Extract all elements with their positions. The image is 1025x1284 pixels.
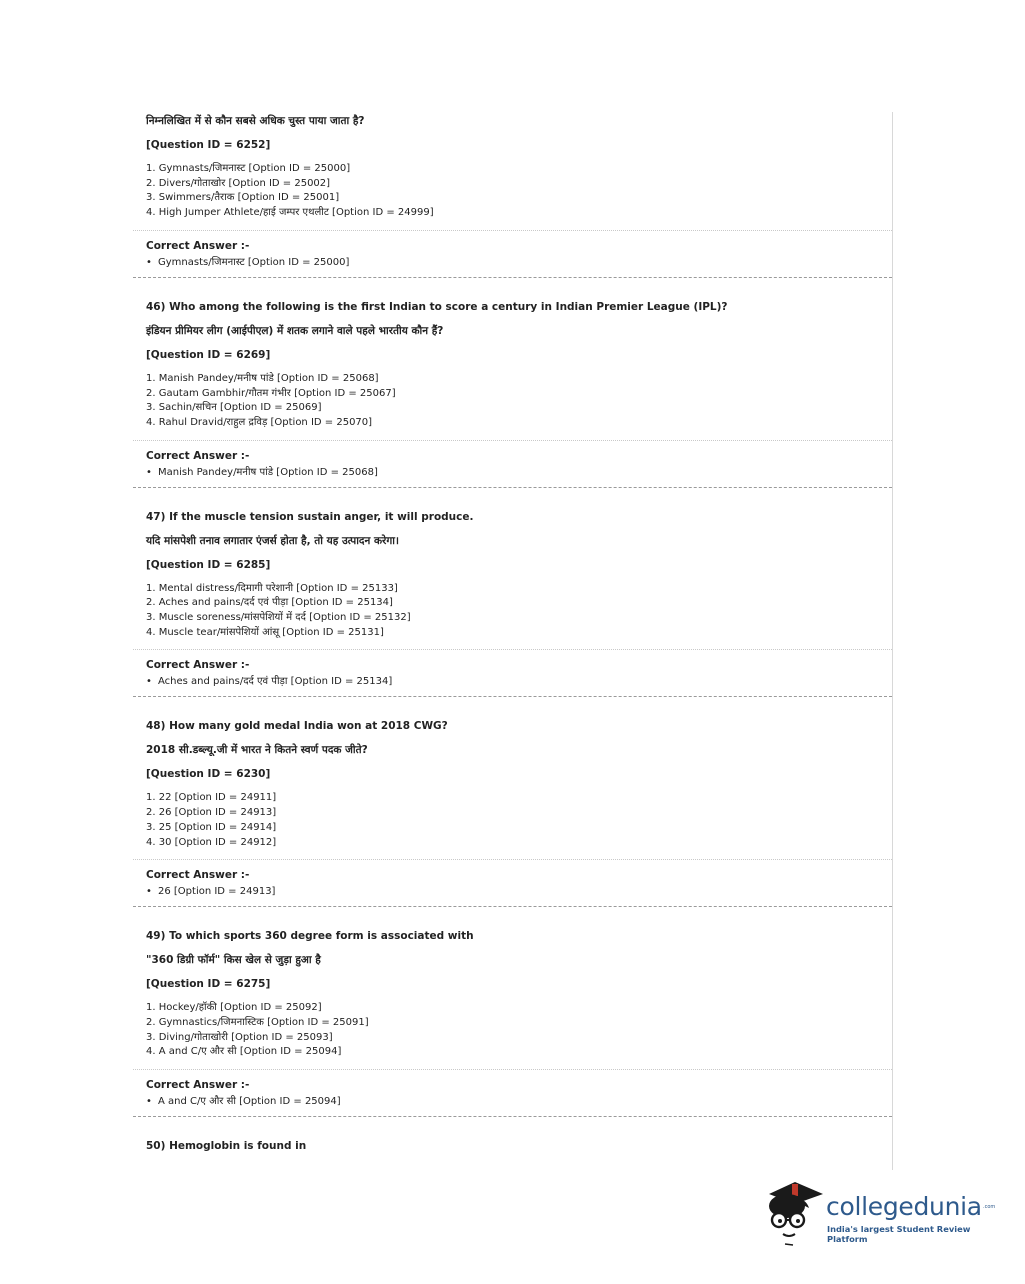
- divider: [133, 1069, 892, 1070]
- question-title: 49) To which sports 360 degree form is associated with: [146, 930, 474, 943]
- question-hindi: यदि मांसपेशी तनाव लगातार एंजर्स होता है, तो यह उत्पादन करेगा।: [146, 534, 399, 547]
- option: 3. Swimmers/तैराक [Option ID = 25001]: [146, 192, 340, 204]
- divider: [133, 649, 892, 650]
- question-id: [Question ID = 6269]: [146, 348, 271, 361]
- answer-text: A and C/ए और सी [Option ID = 25094]: [158, 1096, 341, 1108]
- divider: [133, 440, 892, 441]
- answer-text: Aches and pains/दर्द एवं पीड़ा [Option ID = 25134]: [158, 676, 393, 688]
- bullet-icon: •: [146, 676, 152, 688]
- options-list: [146, 372, 892, 431]
- question-47: [133, 510, 892, 641]
- question-title: 47) If the muscle tension sustain anger, it will produce.: [146, 510, 474, 523]
- options-list: [146, 162, 892, 221]
- option: 2. Divers/गोताखोर [Option ID = 25002]: [146, 177, 331, 189]
- question-title: 48) How many gold medal India won at 2018 CWG?: [146, 720, 448, 733]
- question-45: [133, 114, 892, 221]
- question-hindi: "360 डिग्री फॉर्म" किस खेल से जुड़ा हुआ है: [146, 954, 321, 967]
- question-id: [Question ID = 6230]: [146, 768, 271, 781]
- question-id: [Question ID = 6285]: [146, 558, 271, 571]
- option: 3. Diving/गोताखोरी [Option ID = 25093]: [146, 1031, 333, 1043]
- question-title: 50) Hemoglobin is found in: [146, 1140, 307, 1153]
- divider: [133, 230, 892, 231]
- bullet-icon: •: [146, 886, 152, 898]
- correct-answer: [146, 885, 892, 899]
- correct-answer: [146, 675, 892, 689]
- brand-tagline: India's largest Student Review Platform: [827, 1224, 971, 1244]
- bullet-icon: •: [146, 1096, 152, 1108]
- answer-text: 26 [Option ID = 24913]: [158, 886, 276, 898]
- question-id: [Question ID = 6252]: [146, 139, 271, 151]
- correct-answer-label: Correct Answer :-: [146, 449, 250, 462]
- brand-name: collegedunia: [826, 1192, 982, 1221]
- student-mascot-icon: [765, 1176, 827, 1246]
- correct-answer-label: Correct Answer :-: [146, 239, 250, 252]
- option: 3. 25 [Option ID = 24914]: [146, 821, 277, 833]
- option: 4. A and C/ए और सी [Option ID = 25094]: [146, 1046, 342, 1058]
- option: 1. Manish Pandey/मनीष पांडे [Option ID = 25068]: [146, 372, 379, 384]
- correct-answer-label: Correct Answer :-: [146, 1079, 250, 1092]
- correct-answer: [146, 1095, 892, 1109]
- option: 1. Hockey/हॉकी [Option ID = 25092]: [146, 1002, 322, 1014]
- option: 4. High Jumper Athlete/हाई जम्पर एथलीट [Option ID = 24999]: [146, 207, 434, 219]
- option: 1. 22 [Option ID = 24911]: [146, 792, 277, 804]
- option: 1. Mental distress/दिमागी परेशानी [Option ID = 25133]: [146, 582, 398, 594]
- option: 2. Aches and pains/दर्द एवं पीड़ा [Option ID = 25134]: [146, 597, 393, 609]
- answer-text: Gymnasts/जिमनास्ट [Option ID = 25000]: [158, 256, 350, 268]
- option: 4. 30 [Option ID = 24912]: [146, 836, 277, 848]
- option: 2. Gymnastics/जिमनास्टिक [Option ID = 25091]: [146, 1016, 369, 1028]
- question-id: [Question ID = 6275]: [146, 978, 271, 991]
- options-list: [146, 791, 892, 850]
- collegedunia-logo: [765, 1176, 995, 1246]
- option: 4. Muscle tear/मांसपेशियों आंसू [Option ID = 25131]: [146, 626, 384, 638]
- divider: [133, 859, 892, 860]
- question-50: [133, 1139, 892, 1153]
- brand-domain: .com: [983, 1204, 996, 1210]
- question-paper: [133, 112, 893, 1170]
- question-46: [133, 300, 892, 431]
- correct-answer-label: Correct Answer :-: [146, 659, 250, 672]
- options-list: [146, 582, 892, 641]
- options-list: [146, 1001, 892, 1060]
- question-48: [133, 719, 892, 850]
- correct-answer: [146, 466, 892, 480]
- option: 3. Muscle soreness/मांसपेशियों में दर्द [Option ID = 25132]: [146, 612, 411, 624]
- question-hindi: 2018 सी.डब्ल्यू.जी में भारत ने कितने स्वर्ण पदक जीते?: [146, 744, 368, 757]
- option: 2. 26 [Option ID = 24913]: [146, 807, 277, 819]
- bullet-icon: •: [146, 466, 152, 478]
- correct-answer-label: Correct Answer :-: [146, 869, 250, 882]
- option: 1. Gymnasts/जिमनास्ट [Option ID = 25000]: [146, 163, 351, 174]
- option: 4. Rahul Dravid/राहुल द्रविड़ [Option ID = 25070]: [146, 416, 373, 428]
- correct-answer: [146, 256, 892, 270]
- question-hindi: इंडियन प्रीमियर लीग (आईपीएल) में शतक लगाने वाले पहले भारतीय कौन हैं?: [146, 324, 444, 337]
- bullet-icon: •: [146, 256, 152, 268]
- question-hindi: निम्नलिखित में से कौन सबसे अधिक चुस्त पाया जाता है?: [146, 115, 365, 127]
- question-title: 46) Who among the following is the first Indian to score a century in Indian Premier League (IPL)?: [146, 300, 728, 313]
- option: 2. Gautam Gambhir/गौतम गंभीर [Option ID = 25067]: [146, 387, 396, 399]
- answer-text: Manish Pandey/मनीष पांडे [Option ID = 25068]: [158, 466, 378, 478]
- question-49: [133, 929, 892, 1060]
- option: 3. Sachin/सचिन [Option ID = 25069]: [146, 402, 322, 414]
